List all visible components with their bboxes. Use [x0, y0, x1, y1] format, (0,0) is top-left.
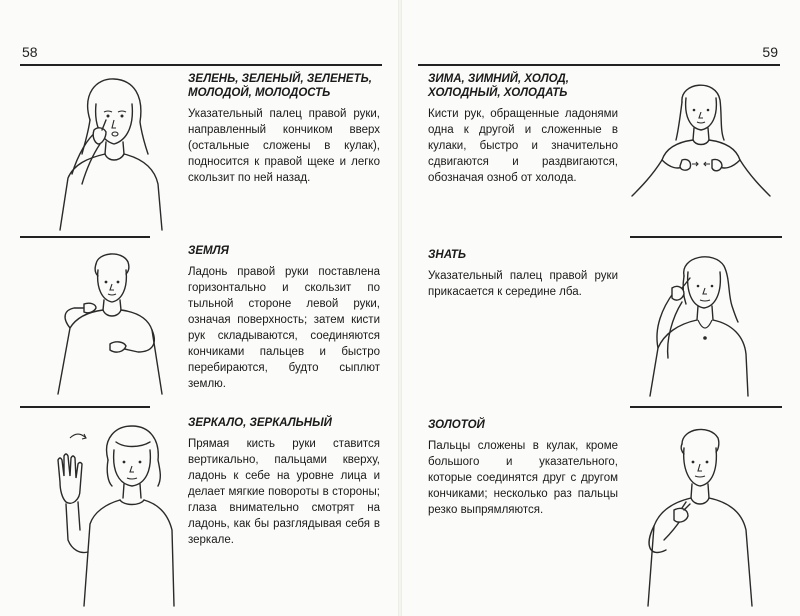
man-fingers-gold-illustration — [624, 422, 774, 608]
woman-finger-cheek-illustration — [48, 74, 178, 232]
entry-description: Кисти рук, обращенные ладонями одна к другой и сложенные в кулаки, быстро и значительно сдвигаются и раздвигаются, обозначая озноб от холода. — [428, 108, 618, 184]
entry-description: Указательный палец правой руки, направленный кончиком вверх (остальные сложены в кулак), подносится к правой щеке и легко скользит по ней назад. — [188, 108, 380, 184]
dictionary-entry — [418, 242, 780, 402]
entry-separator — [20, 236, 150, 238]
headword: ЗЕМЛЯ — [188, 245, 229, 257]
top-rule — [20, 64, 382, 66]
headword: ЗИМА, ЗИМНИЙ, ХОЛОД, ХОЛОДНЫЙ, ХОЛОДАТЬ — [428, 73, 569, 99]
entry-separator — [630, 406, 782, 408]
entry-description: Прямая кисть руки ставится вертикально, пальцами кверху, ладонь к себе на уровне лица и делает мягкие повороты в стороны; глаза внимательно смотрят на ладонь, как бы разглядывая себя в зеркале. — [188, 438, 380, 546]
entry-text — [188, 72, 380, 186]
woman-fists-cold-illustration — [626, 76, 776, 200]
entry-text — [188, 416, 380, 548]
entry-description: Пальцы сложены в кулак, кроме большого и указательного, которые соединятся друг с другом кончиками; несколько раз пальцы резко выпрямляются. — [428, 440, 618, 516]
man-hands-ground-illustration — [40, 248, 180, 398]
entry-description: Указательный палец правой руки прикасается к середине лба. — [428, 270, 618, 298]
headword: ЗЕЛЕНЬ, ЗЕЛЕНЫЙ, ЗЕЛЕНЕТЬ, МОЛОДОЙ, МОЛОДОСТЬ — [188, 73, 372, 99]
dictionary-entry — [418, 412, 780, 612]
dictionary-entry — [418, 70, 780, 230]
page-number: 59 — [762, 44, 778, 60]
entry-description: Ладонь правой руки поставлена горизонтально и скользит по тыльной стороне левой руки, означая поверхность; затем кисти рук складываются, соединяются кончиками пальцев и быстро перебираются, будто сыплют землю. — [188, 266, 380, 390]
woman-finger-forehead-illustration — [628, 248, 768, 398]
headword: ЗЕРКАЛО, ЗЕРКАЛЬНЫЙ — [188, 417, 332, 429]
headword: ЗОЛОТОЙ — [428, 419, 485, 431]
entry-separator — [630, 236, 782, 238]
page-number: 58 — [22, 44, 38, 60]
entry-text — [428, 418, 618, 518]
right-page — [400, 0, 800, 616]
top-rule — [418, 64, 780, 66]
dictionary-entry — [20, 70, 382, 230]
entry-separator — [20, 406, 150, 408]
entry-text — [428, 248, 618, 300]
dictionary-entry — [20, 242, 382, 402]
entry-text — [428, 72, 618, 186]
dictionary-entry — [20, 412, 382, 612]
entry-text — [188, 244, 380, 392]
headword: ЗНАТЬ — [428, 249, 467, 261]
woman-palm-mirror-illustration — [50, 420, 180, 608]
